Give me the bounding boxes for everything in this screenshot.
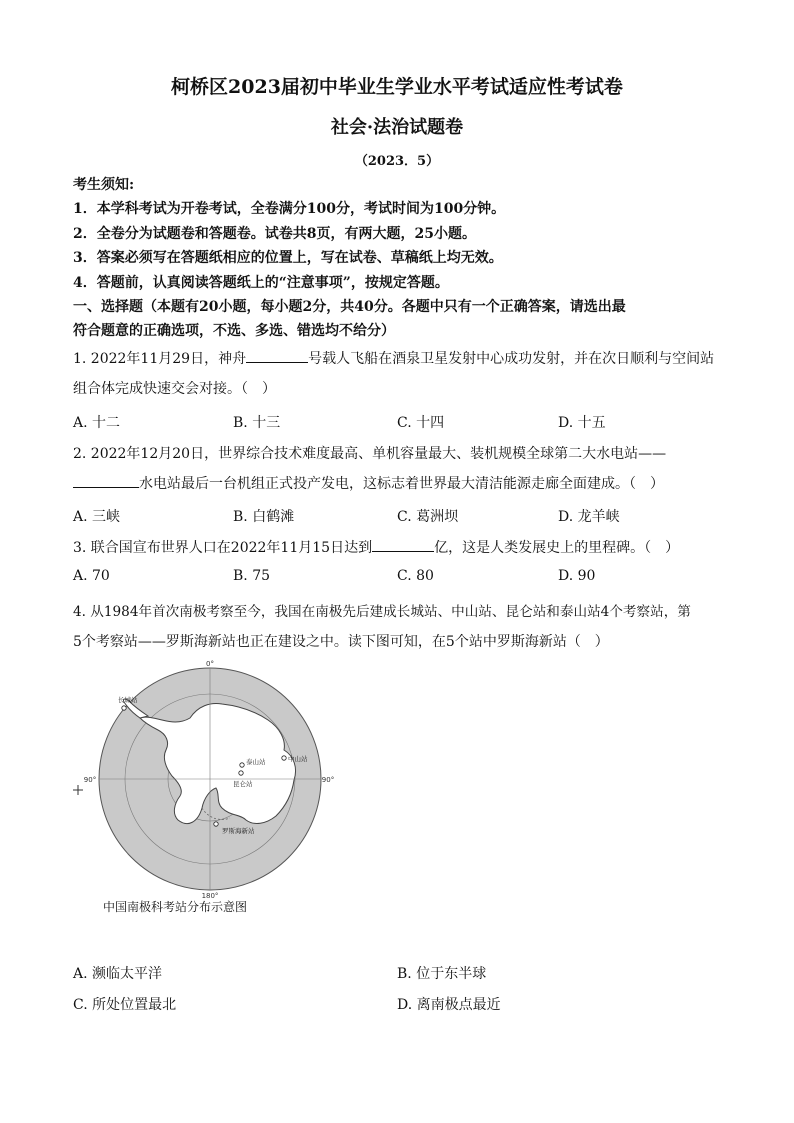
- answer-blank: [246, 348, 308, 363]
- question-2-post: 水电站最后一台机组正式投产发电，这标志着世界最大清洁能源走廊全面建成。（ ）: [139, 476, 664, 492]
- station-label: 长城站: [118, 696, 138, 704]
- option-c: C. 所处位置最北: [73, 997, 177, 1013]
- option-a: A. 濒临太平洋: [73, 966, 163, 982]
- question-1-line2: 组合体完成快速交会对接。（ ）: [73, 381, 276, 397]
- option-d: D. 十五: [558, 415, 606, 431]
- option-b: B. 75: [233, 568, 271, 584]
- registration-mark: [73, 785, 83, 795]
- question-1-pre: 1. 2022年11月29日，神舟: [73, 351, 247, 367]
- answer-blank: [73, 473, 139, 488]
- question-3-line1: [73, 537, 679, 557]
- lon-label-left: 90°: [83, 776, 97, 784]
- antarctica-map: [70, 658, 350, 918]
- option-c: C. 十四: [397, 415, 445, 431]
- exam-date: （2023．5）: [354, 154, 440, 169]
- map-caption: 中国南极科考站分布示意图: [103, 900, 248, 914]
- answer-blank: [372, 537, 434, 552]
- lon-label-bottom: 180°: [201, 892, 219, 900]
- question-4-line1: 4. 从1984年首次南极考察至今，我国在南极先后建成长城站、中山站、昆仑站和泰山站4个考察站，第: [73, 604, 691, 620]
- section-heading-line2: 符合题意的正确选项，不选、多选、错选均不给分）: [73, 323, 395, 339]
- option-d: D. 龙羊峡: [558, 509, 620, 525]
- lon-label-top: 0°: [206, 660, 214, 668]
- option-b: B. 位于东半球: [397, 966, 487, 982]
- lon-label-right: 90°: [321, 776, 335, 784]
- question-2-line1: 2. 2022年12月20日，世界综合技术难度最高、单机容量最大、装机规模全球第二大水电站——: [73, 446, 667, 462]
- option-a: A. 十二: [73, 415, 121, 431]
- option-c: C. 80: [397, 568, 434, 584]
- question-1-post: 号载人飞船在酒泉卫星发射中心成功发射，并在次日顺利与空间站: [308, 351, 715, 367]
- question-3-pre: 3. 联合国宣布世界人口在2022年11月15日达到: [73, 540, 373, 556]
- option-a: A. 70: [73, 568, 110, 584]
- station-label: 昆仑站: [233, 780, 253, 788]
- note-item: 1．本学科考试为开卷考试，全卷满分100分，考试时间为100分钟。: [73, 201, 506, 217]
- station-label: 罗斯海新站: [222, 827, 255, 835]
- question-3-post: 亿，这是人类发展史上的里程碑。（ ）: [434, 540, 680, 556]
- question-2-line2: [73, 473, 664, 493]
- note-item: 3．答案必须写在答题纸相应的位置上，写在试卷、草稿纸上均无效。: [73, 250, 503, 266]
- note-item: 4．答题前，认真阅读答题纸上的“注意事项”，按规定答题。: [73, 275, 449, 291]
- option-b: B. 十三: [233, 415, 281, 431]
- option-d: D. 90: [558, 568, 596, 584]
- section-heading-line1: 一、选择题（本题有20小题，每小题2分，共40分。各题中只有一个正确答案，请选出最: [73, 299, 626, 315]
- notes-heading: 考生须知:: [73, 177, 135, 193]
- question-1-line1: [73, 348, 714, 368]
- note-item: 2．全卷分为试题卷和答题卷。试卷共8页，有两大题，25小题。: [73, 226, 476, 242]
- station-label: 中山站: [288, 755, 308, 763]
- station-label: 泰山站: [246, 758, 266, 766]
- option-b: B. 白鹤滩: [233, 509, 295, 525]
- option-c: C. 葛洲坝: [397, 509, 459, 525]
- option-a: A. 三峡: [73, 509, 121, 525]
- question-4-line2: 5个考察站——罗斯海新站也正在建设之中。读下图可知，在5个站中罗斯海新站（ ）: [73, 634, 609, 650]
- exam-subtitle: 社会·法治试题卷: [330, 117, 464, 138]
- option-d: D. 离南极点最近: [397, 997, 501, 1013]
- exam-title: 柯桥区2023届初中毕业生学业水平考试适应性考试卷: [171, 76, 623, 98]
